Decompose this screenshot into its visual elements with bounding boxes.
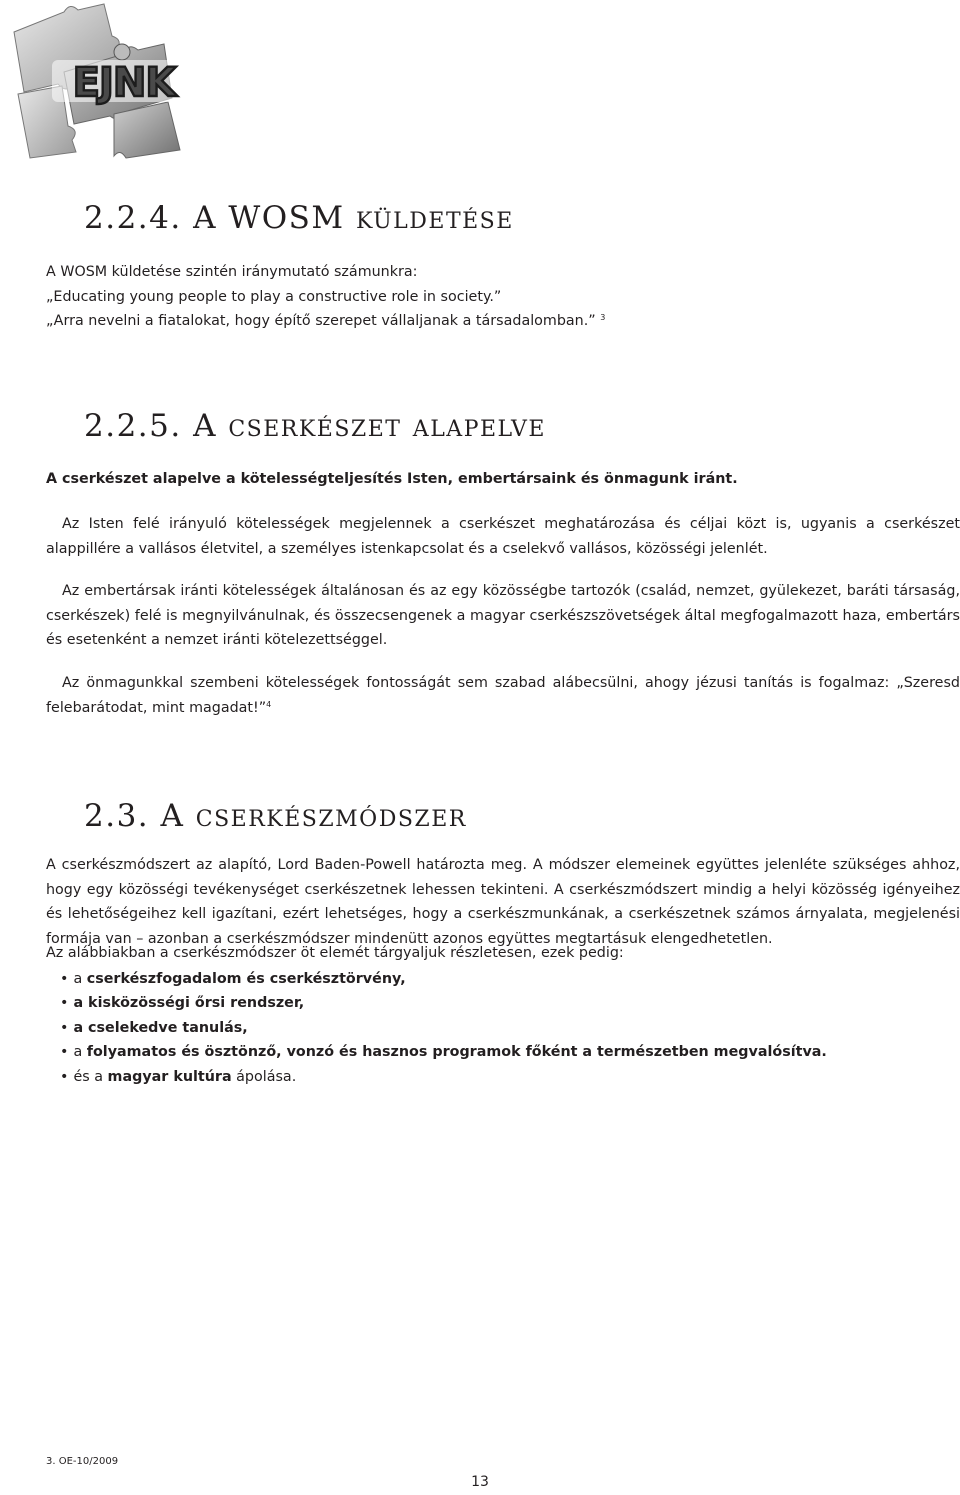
list-item: • a cserkészfogadalom és cserkésztörvény, [60, 967, 827, 991]
section-heading-224 [84, 200, 514, 236]
page-number: 13 [471, 1474, 489, 1490]
section-title: A WOSM küldetése [193, 200, 514, 236]
paragraph: Az embertársak iránti kötelességek általánosan és az egy közösségbe tartozók (család, nemzet, gyülekezet, baráti társaság, cserkészek) felé is megnyilvánulnak, és összecsengenek a magyar cserkészszövetségek által megfogalmazott haza, embertárs és esetenként a nemzet iránti kötelezettséggel. [46, 583, 960, 649]
footnote-ref: 3 [600, 313, 606, 323]
method-elements-list [60, 967, 827, 1089]
paragraph: Az önmagunkkal szembeni kötelességek fontosságát sem szabad alábecsülni, ahogy jézusi tanítás is fogalmaz: „Szeresd felebarátodat, mint magadat!”$^4$ [46, 675, 960, 716]
quote-hungarian: „Arra nevelni a fiatalokat, hogy építő szerepet vállaljanak a társadalomban.” $^3$ [46, 313, 606, 330]
section-title: A cserkészmódszer [160, 798, 467, 834]
list-item: • és a magyar kultúra ápolása. [60, 1065, 827, 1089]
ejnk-logo [4, 2, 200, 160]
section-heading-23 [84, 798, 467, 834]
section-heading-225 [84, 408, 546, 444]
logo-text: EJNK [72, 60, 176, 106]
lead-paragraph: A cserkészet alapelve a kötelességteljesítés Isten, embertársaink és önmagunk iránt. [46, 471, 738, 487]
footnote: 3. OE-10/2009 [46, 1456, 119, 1467]
paragraph: Az alábbiakban a cserkészmódszer öt elemét tárgyaljuk részletesen, ezek pedig: [46, 945, 624, 961]
section-number: 2.3. [84, 798, 150, 834]
footnote-ref: 4 [266, 699, 272, 709]
section-title: A cserkészet alapelve [193, 408, 546, 444]
paragraph: A cserkészmódszert az alapító, Lord Baden-Powell határozta meg. A módszer elemeinek együttes jelenléte szükséges ahhoz, hogy egy közösségi tevékenységet cserkészetnek lehessen tekinteni. A cserkészmódszert mindig a helyi közösség igényeihez és lehetőségeihez kell igazítani, ezért lehetséges, hogy a cserkészmunkának, a cserkészetnek számos árnyalata, megjelenési formája van – azonban a cserkészmódszer mindenütt azonos együttes megtartásuk elengedhetetlen. [46, 857, 960, 947]
list-item: • a kisközösségi őrsi rendszer, [60, 991, 827, 1015]
list-item: • a folyamatos és ösztönző, vonzó és hasznos programok főként a természetben megvalósítva. [60, 1040, 827, 1064]
list-item: • a cselekedve tanulás, [60, 1016, 827, 1040]
wosm-mission-text [46, 260, 960, 334]
paragraph: Az Isten felé irányuló kötelességek megjelennek a cserkészet meghatározása és céljai közt is, ugyanis a cserkészet alappillére a vallásos életvitel, a személyes istenkapcsolat és a cselekvő vallásos, közösségi jelenlét. [46, 516, 960, 557]
section-number: 2.2.5. [84, 408, 182, 444]
section-number: 2.2.4. [84, 200, 182, 236]
text-line: A WOSM küldetése szintén iránymutató számunkra: [46, 264, 418, 280]
quote-english: „Educating young people to play a constructive role in society.” [46, 288, 502, 305]
